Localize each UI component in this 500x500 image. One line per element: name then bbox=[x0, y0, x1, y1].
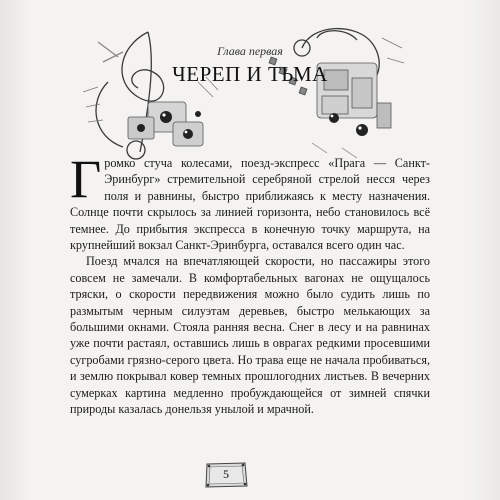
page-number-frame bbox=[203, 460, 249, 490]
paragraph-1-text: ромко стуча колесами, поезд-экспресс «Прага — Санкт-Эринбург» стремительной серебряной стрелой несся через поля и равнины, быстро приближаясь к месту назначения. Солнце почти скрылось за линией горизонта, небо становилось всё темнее. До прибытия экспресса в конечную точку маршрута, на крупнейший вокзал Санкт-Эринбурга, оставался всего один час. bbox=[70, 156, 430, 253]
chapter-title: ЧЕРЕП И ТЬМА bbox=[172, 62, 328, 86]
gears-machine-illustration bbox=[262, 18, 407, 168]
drop-cap: Г bbox=[70, 149, 102, 209]
chapter-kicker: Глава первая bbox=[217, 44, 283, 58]
page-number: 5 bbox=[223, 467, 229, 481]
paragraph-1 bbox=[70, 149, 430, 253]
paragraph-2: Поезд мчался на впечатляющей скорости, но пассажиры этого совсем не замечали. В комфортабельных вагонах не ощущалось тряски, о скорости передвижения можно было судить лишь по размытым черным силуэтам деревьев, быстро мелькающих за большими окнами. Стояла ранняя весна. Снег в лесу и на равнинах уже почти растаял, оставшись лишь в оврагах редкими просевшими сугробами грязно-серого цвета. Но трава еще не начала пробиваться, и землю покрывал ковер темных прошлогодних листьев. В вечерних сумерках картина медленно пробуждающейся от зимней спячки природы казалась донельзя унылой и мрачной. bbox=[70, 254, 430, 417]
chapter-body bbox=[70, 149, 430, 418]
